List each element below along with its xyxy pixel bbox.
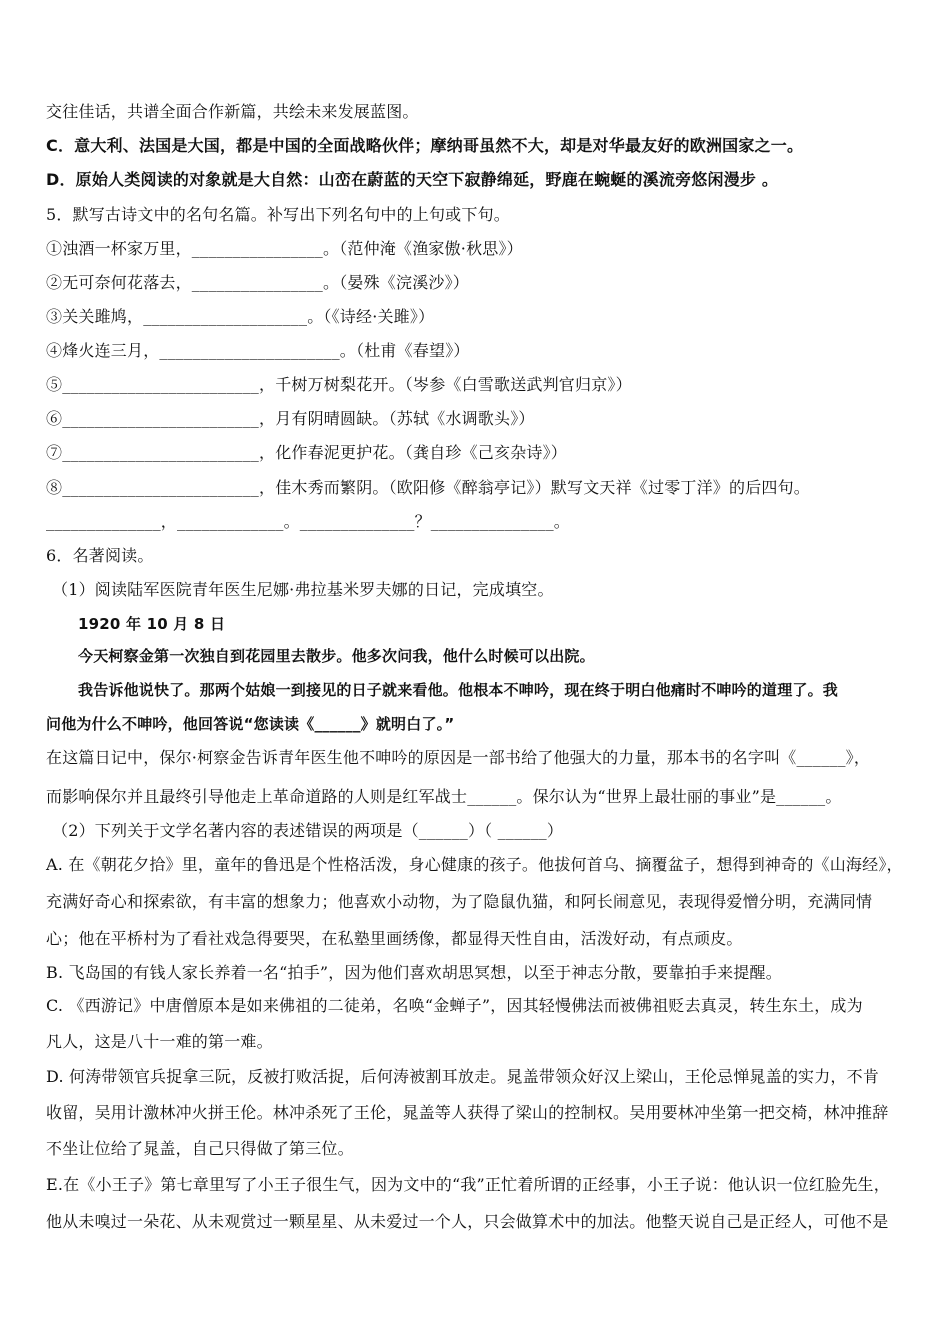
diary-text: 今天柯察金第一次独自到花园里去散步。他多次问我，他什么时候可以出院。 (78, 647, 595, 665)
poem-blank-3: ③关关雎鸠，____________________。（《诗经·关雎》） (46, 307, 435, 326)
text-line: 不坐让位给了晁盖，自己只得做了第三位。 (46, 1139, 354, 1158)
option-c-line: C．意大利、法国是大国，都是中国的全面战略伙伴；摩纳哥虽然不大，却是对华最友好的欧洲国家之一。 (46, 136, 804, 155)
option-d-line: D. 何涛带领官兵捉拿三阮，反被打败活捉，后何涛被割耳放走。晁盖带领众好汉上梁山，王伦忌惮晁盖的实力，不肯 (46, 1067, 880, 1086)
diary-date: 1920 年 10 月 8 日 (78, 615, 226, 633)
sub-question-1: （1）阅读陆军医院青年医生尼娜·弗拉基米罗夫娜的日记，完成填空。 (52, 580, 554, 599)
text-line: 凡人，这是八十一难的第一难。 (46, 1032, 273, 1051)
text-line: 心；他在平桥村为了看社戏急得要哭，在私塾里画绣像，都显得天性自由，活泼好动，有点顽皮。 (46, 929, 743, 948)
poem-blank-8: ⑧________________________，佳木秀而繁阴。（欧阳修《醉翁亭记》）默写文天祥《过零丁洋》的后四句。 (46, 478, 811, 497)
sub-question-2: （2）下列关于文学名著内容的表述错误的两项是（______）（ ______） (52, 821, 564, 840)
text-line: 收留，吴用计激林冲火拼王伦。林冲杀死了王伦，晁盖等人获得了梁山的控制权。吴用要林冲坐第一把交椅，林冲推辞 (46, 1103, 889, 1122)
option-c-line: C. 《西游记》中唐僧原本是如来佛祖的二徒弟，名唤“金蝉子”，因其轻慢佛法而被佛祖贬去真灵，转生东土，成为 (46, 996, 863, 1015)
poem-blank-2: ②无可奈何花落去，________________。（晏殊《浣溪沙》） (46, 273, 470, 292)
text-line: 而影响保尔并且最终引导他走上革命道路的人则是红军战士______。保尔认为“世界上最壮丽的事业”是______。 (46, 787, 842, 806)
poem-blank-4: ④烽火连三月，______________________。（杜甫《春望》） (46, 341, 470, 360)
option-a-line: A. 在《朝花夕拾》里，童年的鲁迅是个性格活泼，身心健康的孩子。他拔何首乌、摘覆盆子，想得到神奇的《山海经》， (46, 855, 903, 874)
text-line: 他从未嗅过一朵花、从未观赏过一颗星星、从未爱过一个人，只会做算术中的加法。他整天说自己是正经人，可他不是 (46, 1212, 889, 1231)
text-line: 充满好奇心和探索欲，有丰富的想象力；他喜欢小动物，为了隐鼠仇猫，和阿长闹意见，表现得爱憎分明，充满同情 (46, 892, 873, 911)
option-e-line: E.在《小王子》第七章里写了小王子很生气，因为文中的“我”正忙着所谓的正经事，小王子说：他认识一位红脸先生， (46, 1175, 890, 1194)
diary-text: 问他为什么不呻吟，他回答说“您读读《______》就明白了。” (46, 715, 455, 733)
text-line: 交往佳话，共谱全面合作新篇，共绘未来发展蓝图。 (46, 102, 419, 121)
poem-blank-7: ⑦________________________，化作春泥更护花。（龚自珍《己亥杂诗》） (46, 443, 568, 462)
option-b-line: B. 飞岛国的有钱人家长养着一名“拍手”，因为他们喜欢胡思冥想，以至于神志分散，要靠拍手来提醒。 (46, 963, 782, 982)
question-5-title: 5．默写古诗文中的名句名篇。补写出下列名句中的上句或下句。 (46, 205, 510, 224)
poem-blank-6: ⑥________________________，月有阴晴圆缺。（苏轼《水调歌头》） (46, 409, 535, 428)
poem-blank-1: ①浊酒一杯家万里，________________。（范仲淹《渔家傲·秋思》） (46, 239, 523, 258)
option-d-line: D．原始人类阅读的对象就是大自然：山峦在蔚蓝的天空下寂静绵延，野鹿在蜿蜒的溪流旁悠闲漫步 。 (46, 170, 779, 189)
text-line: 在这篇日记中，保尔·柯察金告诉青年医生他不呻吟的原因是一部书给了他强大的力量，那本书的名字叫《______》， (46, 748, 871, 767)
poem-blank-9: ______________，_____________。______________？_______________。 (46, 512, 570, 531)
poem-blank-5: ⑤________________________，千树万树梨花开。（岑参《白雪歌送武判官归京》） (46, 375, 632, 394)
diary-text: 我告诉他说快了。那两个姑娘一到接见的日子就来看他。他根本不呻吟，现在终于明白他痛时不呻吟的道理了。我 (78, 681, 839, 699)
question-6-title: 6．名著阅读。 (46, 546, 154, 565)
